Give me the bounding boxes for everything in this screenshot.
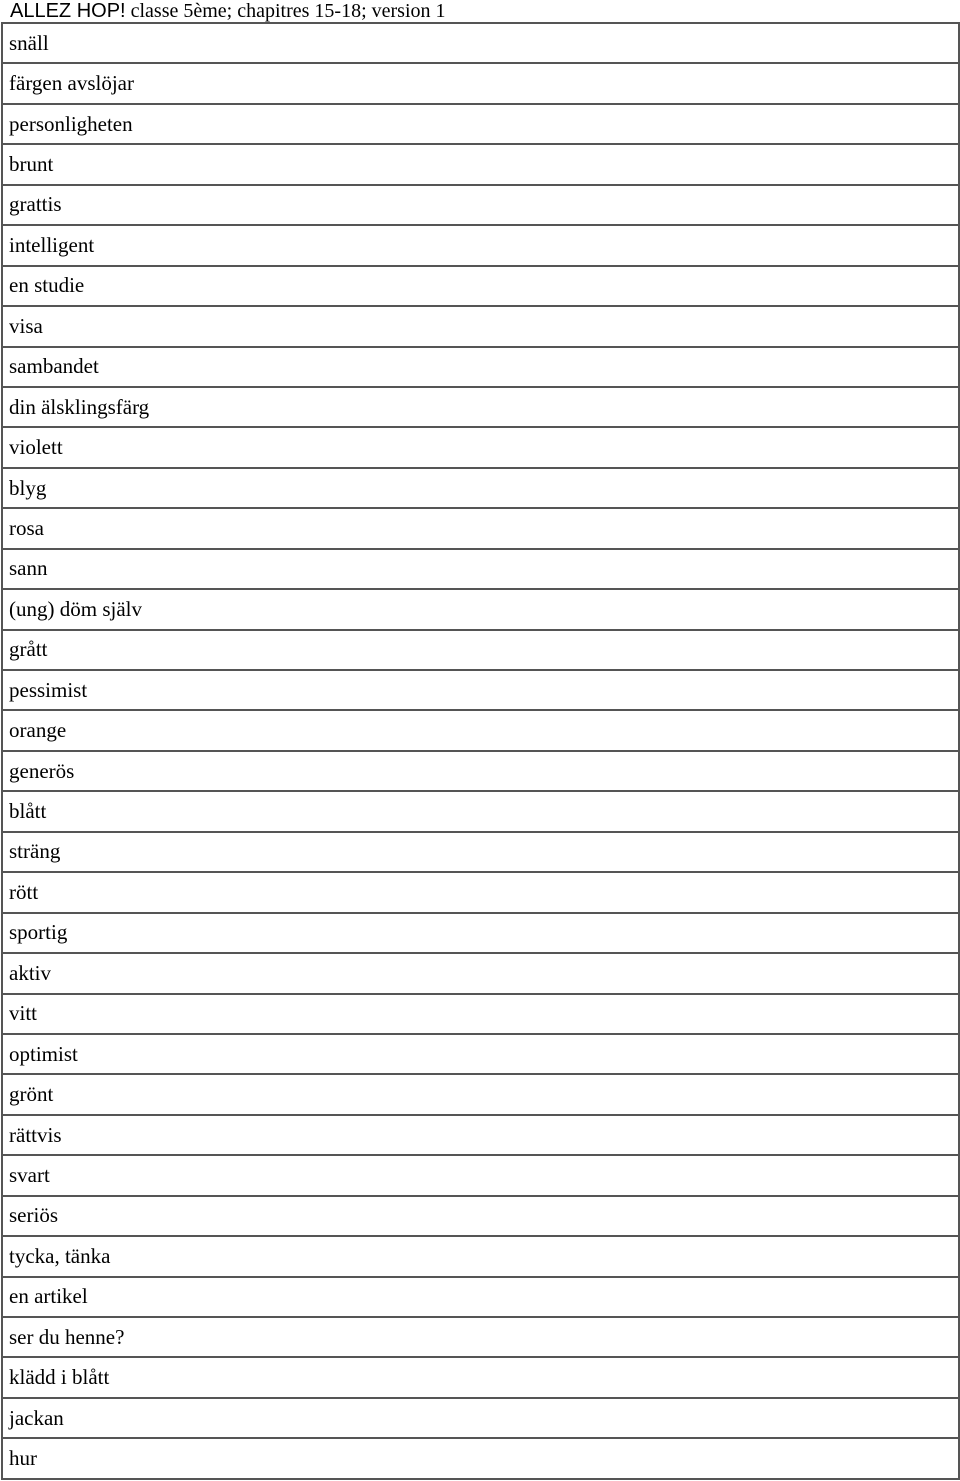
vocab-word: orange (9, 718, 67, 743)
vocab-word: rättvis (9, 1122, 62, 1147)
table-row (3, 509, 958, 549)
vocab-word: seriös (9, 1203, 58, 1228)
vocab-word: en studie (9, 273, 85, 298)
page-header (10, 0, 446, 22)
vocab-word: hur (9, 1446, 37, 1471)
vocab-word: sann (9, 556, 48, 581)
table-row (3, 1075, 958, 1115)
vocab-word: sambandet (9, 354, 99, 379)
vocab-word: tycka, tänka (9, 1243, 111, 1268)
vocab-word: en artikel (9, 1284, 88, 1309)
vocab-word: rött (9, 879, 39, 904)
brand-title: ALLEZ HOP! (10, 0, 126, 22)
table-row (3, 428, 958, 468)
table-row (3, 1318, 958, 1358)
table-row (3, 550, 958, 590)
table-row (3, 1278, 958, 1318)
table-row (3, 388, 958, 428)
table-row (3, 711, 958, 751)
vocab-word: sportig (9, 920, 68, 945)
table-row (3, 833, 958, 873)
vocab-word: rosa (9, 515, 44, 540)
table-row (3, 631, 958, 671)
vocab-word: brunt (9, 152, 54, 177)
vocab-word: pessimist (9, 677, 88, 702)
table-row (3, 64, 958, 104)
vocab-word: personligheten (9, 111, 133, 136)
vocab-word: svart (9, 1162, 50, 1187)
table-row (3, 671, 958, 711)
table-row (3, 1237, 958, 1277)
table-row (3, 1439, 958, 1479)
vocab-word: optimist (9, 1041, 78, 1066)
table-row (3, 1156, 958, 1196)
vocab-word: visa (9, 313, 43, 338)
table-row (3, 995, 958, 1035)
vocab-word: (ung) döm själv (9, 596, 142, 621)
table-row (3, 873, 958, 913)
table-row (3, 590, 958, 630)
vocab-word: grönt (9, 1082, 54, 1107)
table-row (3, 1358, 958, 1398)
table-row (3, 1116, 958, 1156)
page-subtitle: classe 5ème; chapitres 15-18; version 1 (130, 0, 446, 22)
vocab-word: grått (9, 637, 48, 662)
vocab-word: din älsklingsfärg (9, 394, 150, 419)
vocab-word: jackan (9, 1405, 64, 1430)
table-row (3, 1197, 958, 1237)
vocab-word: violett (9, 435, 63, 460)
vocab-word: färgen avslöjar (9, 71, 134, 96)
table-row (3, 267, 958, 307)
table-row (3, 307, 958, 347)
vocab-word: intelligent (9, 232, 95, 257)
table-row (3, 105, 958, 145)
table-row (3, 792, 958, 832)
table-row (3, 348, 958, 388)
vocab-word: grattis (9, 192, 62, 217)
table-row (3, 1399, 958, 1439)
vocab-word: generös (9, 758, 75, 783)
table-row (3, 24, 958, 64)
vocab-word: blått (9, 799, 47, 824)
vocab-word: ser du henne? (9, 1324, 125, 1349)
table-row (3, 752, 958, 792)
vocab-word: blyg (9, 475, 47, 500)
vocabulary-table (1, 22, 960, 1480)
table-row (3, 226, 958, 266)
table-row (3, 469, 958, 509)
vocab-word: klädd i blått (9, 1365, 110, 1390)
vocab-word: snäll (9, 30, 49, 55)
vocab-word: vitt (9, 1001, 38, 1026)
table-row (3, 186, 958, 226)
vocab-word: aktiv (9, 960, 51, 985)
table-row (3, 914, 958, 954)
vocab-word: sträng (9, 839, 61, 864)
table-row (3, 954, 958, 994)
table-row (3, 145, 958, 185)
table-row (3, 1035, 958, 1075)
